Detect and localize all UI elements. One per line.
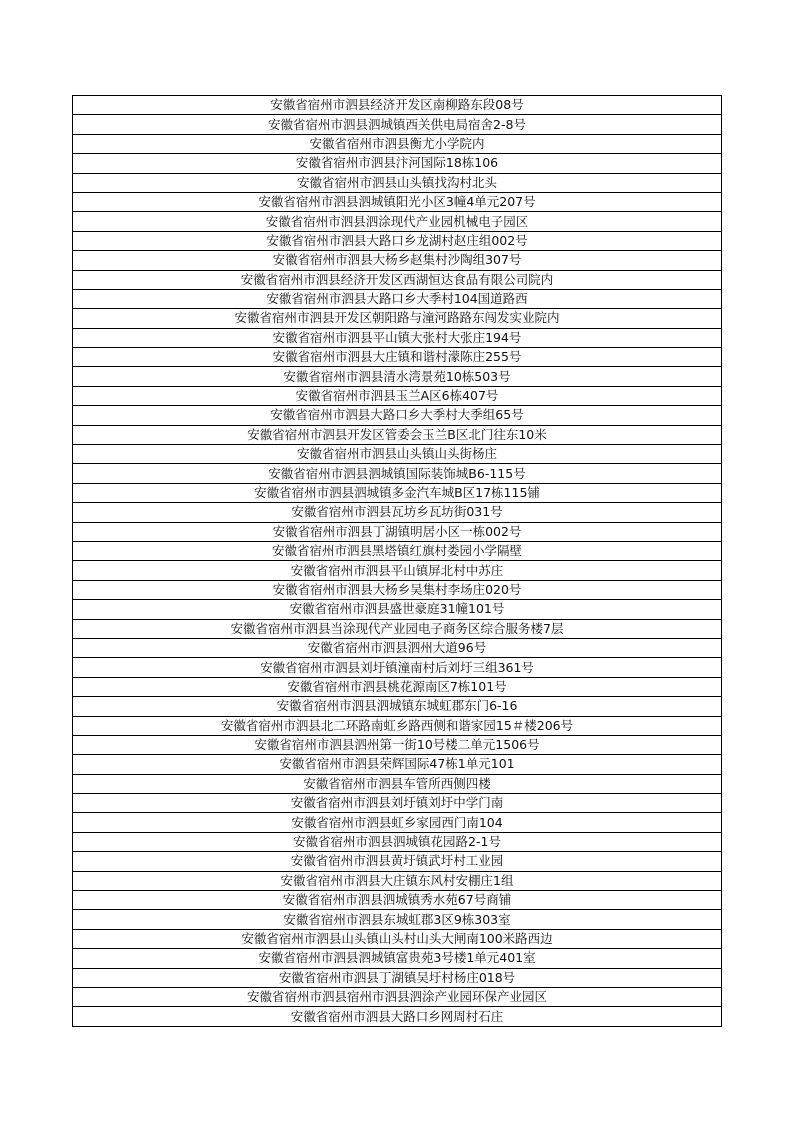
table-row	[73, 735, 722, 754]
address-cell: 安徽省宿州市泗县泗城镇东城虹郡东门6-16	[73, 697, 722, 716]
table-row	[73, 503, 722, 522]
table-row	[73, 289, 722, 308]
table-row	[73, 445, 722, 464]
table-row	[73, 600, 722, 619]
address-cell: 安徽省宿州市泗县玉兰A区6栋407号	[73, 386, 722, 405]
address-cell: 安徽省宿州市泗县泗城镇国际装饰城B6-115号	[73, 464, 722, 483]
address-cell: 安徽省宿州市泗县刘圩镇刘圩中学门南	[73, 794, 722, 813]
table-row	[73, 348, 722, 367]
address-cell: 安徽省宿州市泗县平山镇屏北村中苏庄	[73, 561, 722, 580]
address-cell: 安徽省宿州市泗县刘圩镇潼南村后刘圩三组361号	[73, 658, 722, 677]
table-row	[73, 677, 722, 696]
address-cell: 安徽省宿州市泗县黑塔镇红旗村娄园小学隔壁	[73, 541, 722, 560]
table-row	[73, 658, 722, 677]
table-row	[73, 891, 722, 910]
address-cell: 安徽省宿州市泗县虹乡家园西门南104	[73, 813, 722, 832]
table-row	[73, 406, 722, 425]
table-row	[73, 309, 722, 328]
address-cell: 安徽省宿州市泗县泗城镇花园路2-1号	[73, 832, 722, 851]
address-cell: 安徽省宿州市泗县经济开发区南柳路东段08号	[73, 96, 722, 115]
address-cell: 安徽省宿州市泗县大路口乡网周村石庄	[73, 1007, 722, 1026]
address-cell: 安徽省宿州市泗县泗城镇阳光小区3幢4单元207号	[73, 192, 722, 211]
table-row	[73, 619, 722, 638]
table-row	[73, 96, 722, 115]
address-cell: 安徽省宿州市泗县汴河国际18栋106	[73, 154, 722, 173]
table-row	[73, 173, 722, 192]
table-row	[73, 929, 722, 948]
address-cell: 安徽省宿州市泗县山头镇找沟村北头	[73, 173, 722, 192]
address-cell: 安徽省宿州市泗县清水湾景苑10栋503号	[73, 367, 722, 386]
table-row	[73, 1007, 722, 1026]
table-row	[73, 949, 722, 968]
address-cell: 安徽省宿州市泗县丁湖镇吴圩村杨庄018号	[73, 968, 722, 987]
table-row	[73, 871, 722, 890]
address-cell: 安徽省宿州市泗县泗涂现代产业园机械电子园区	[73, 212, 722, 231]
address-cell: 安徽省宿州市泗县大庄镇东风村安棚庄1组	[73, 871, 722, 890]
table-row	[73, 580, 722, 599]
table-row	[73, 367, 722, 386]
table-row	[73, 328, 722, 347]
table-row	[73, 212, 722, 231]
table-row	[73, 483, 722, 502]
table-row	[73, 425, 722, 444]
table-row	[73, 794, 722, 813]
table-row	[73, 115, 722, 134]
table-row	[73, 716, 722, 735]
address-cell: 安徽省宿州市泗县大路口乡大季村104国道路西	[73, 289, 722, 308]
table-row	[73, 154, 722, 173]
address-cell: 安徽省宿州市泗县黄圩镇武圩村工业园	[73, 852, 722, 871]
address-cell: 安徽省宿州市泗县大杨乡吴集村李场庄020号	[73, 580, 722, 599]
table-row	[73, 464, 722, 483]
address-table	[72, 95, 722, 1027]
address-cell: 安徽省宿州市泗县北二环路南虹乡路西侧和谐家园15＃楼206号	[73, 716, 722, 735]
address-cell: 安徽省宿州市泗县盛世豪庭31幢101号	[73, 600, 722, 619]
address-cell: 安徽省宿州市泗县丁湖镇明居小区一栋002号	[73, 522, 722, 541]
address-cell: 安徽省宿州市泗县宿州市泗县泗涂产业园环保产业园区	[73, 987, 722, 1006]
table-row	[73, 910, 722, 929]
address-cell: 安徽省宿州市泗县泗城镇秀水苑67号商铺	[73, 891, 722, 910]
table-row	[73, 774, 722, 793]
address-cell: 安徽省宿州市泗县大庄镇和谐村濛陈庄255号	[73, 348, 722, 367]
table-row	[73, 134, 722, 153]
table-row	[73, 541, 722, 560]
address-cell: 安徽省宿州市泗县泗州大道96号	[73, 638, 722, 657]
table-row	[73, 755, 722, 774]
table-row	[73, 813, 722, 832]
address-cell: 安徽省宿州市泗县山头镇山头街杨庄	[73, 445, 722, 464]
address-cell: 安徽省宿州市泗县泗州第一街10号楼二单元1506号	[73, 735, 722, 754]
address-cell: 安徽省宿州市泗县山头镇山头村山头大闸南100米路西边	[73, 929, 722, 948]
table-row	[73, 832, 722, 851]
address-cell: 安徽省宿州市泗县大路口乡龙湖村赵庄组002号	[73, 231, 722, 250]
address-cell: 安徽省宿州市泗县车管所西侧四楼	[73, 774, 722, 793]
table-row	[73, 231, 722, 250]
address-cell: 安徽省宿州市泗县荣辉国际47栋1单元101	[73, 755, 722, 774]
address-cell: 安徽省宿州市泗县泗城镇富贵苑3号楼1单元401室	[73, 949, 722, 968]
address-cell: 安徽省宿州市泗县经济开发区西湖恒达食品有限公司院内	[73, 270, 722, 289]
address-cell: 安徽省宿州市泗县开发区管委会玉兰B区北门往东10米	[73, 425, 722, 444]
address-cell: 安徽省宿州市泗县开发区朝阳路与潼河路路东闯发实业院内	[73, 309, 722, 328]
address-cell: 安徽省宿州市泗县当涂现代产业园电子商务区综合服务楼7层	[73, 619, 722, 638]
table-row	[73, 968, 722, 987]
table-row	[73, 697, 722, 716]
table-row	[73, 251, 722, 270]
table-row	[73, 386, 722, 405]
table-row	[73, 638, 722, 657]
address-table-body	[73, 96, 722, 1027]
address-cell: 安徽省宿州市泗县东城虹郡3区9栋303室	[73, 910, 722, 929]
table-row	[73, 561, 722, 580]
address-cell: 安徽省宿州市泗县桃花源南区7栋101号	[73, 677, 722, 696]
table-row	[73, 522, 722, 541]
address-cell: 安徽省宿州市泗县平山镇大张村大张庄194号	[73, 328, 722, 347]
address-cell: 安徽省宿州市泗县衡尤小学院内	[73, 134, 722, 153]
table-row	[73, 852, 722, 871]
address-cell: 安徽省宿州市泗县泗城镇西关供电局宿舍2-8号	[73, 115, 722, 134]
address-cell: 安徽省宿州市泗县瓦坊乡瓦坊街031号	[73, 503, 722, 522]
table-row	[73, 987, 722, 1006]
table-row	[73, 270, 722, 289]
table-row	[73, 192, 722, 211]
address-cell: 安徽省宿州市泗县泗城镇多金汽车城B区17栋115铺	[73, 483, 722, 502]
address-cell: 安徽省宿州市泗县大路口乡大季村大季组65号	[73, 406, 722, 425]
address-cell: 安徽省宿州市泗县大杨乡赵集村沙陶组307号	[73, 251, 722, 270]
